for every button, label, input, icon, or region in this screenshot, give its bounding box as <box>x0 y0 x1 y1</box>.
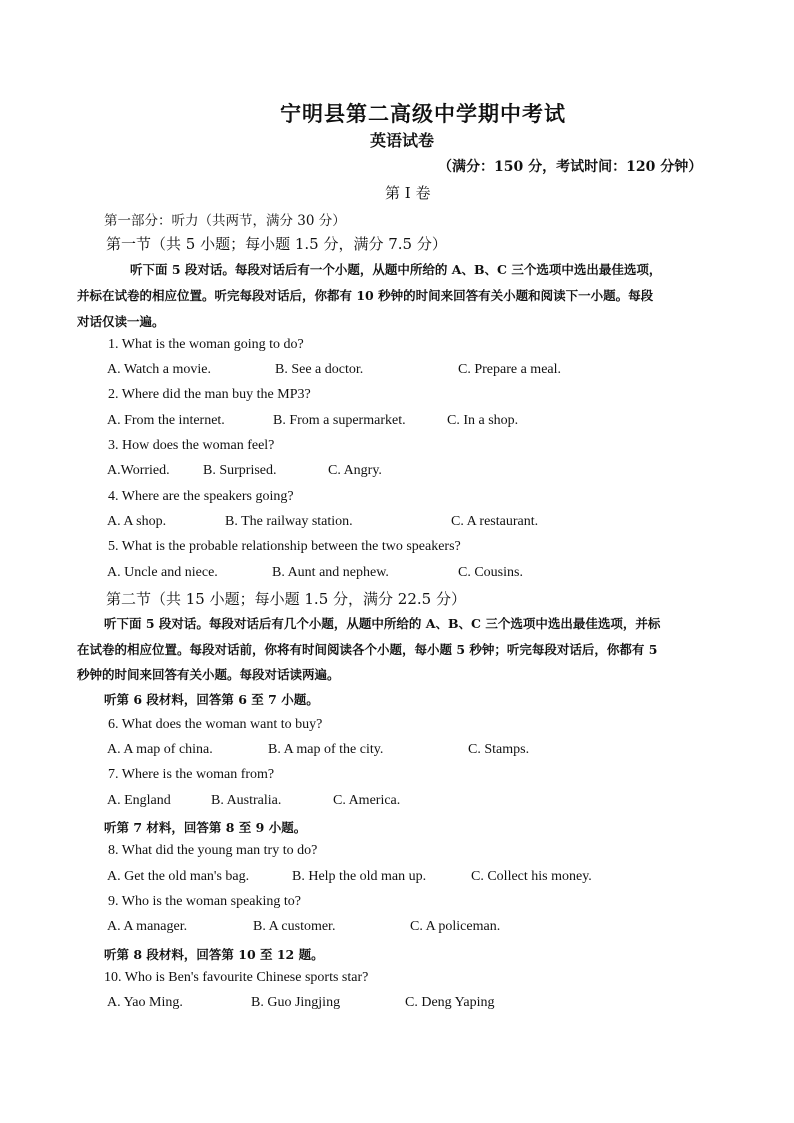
option-a: A. England <box>107 793 171 808</box>
part1-title: 第一部分：听力（共两节，满分 30 分） <box>104 213 346 229</box>
question-3: 3. How does the woman feel? <box>108 438 275 453</box>
option-b: B. A map of the city. <box>268 742 384 757</box>
question-7: 7. Where is the woman from? <box>108 767 275 782</box>
question-9: 9. Who is the woman speaking to? <box>108 894 301 909</box>
option-b: B. The railway station. <box>225 514 353 529</box>
option-c: C. Prepare a meal. <box>458 362 562 377</box>
option-a: A. Watch a movie. <box>107 362 211 377</box>
option-c: C. Stamps. <box>468 742 530 757</box>
question-6: 6. What does the woman want to buy? <box>108 717 323 732</box>
exam-subtitle: 英语试卷 <box>370 131 435 150</box>
question-1: 1. What is the woman going to do? <box>108 337 304 352</box>
section2-title: 第二节（共 15 小题；每小题 1.5 分，满分 22.5 分） <box>106 590 466 608</box>
option-b: B. Surprised. <box>203 463 277 478</box>
option-b: B. Help the old man up. <box>292 869 427 884</box>
section1-instr-line1: 听下面 5 段对话。每段对话后有一个小题，从题中所给的 A、B、C 三个选项中选出最佳选项， <box>130 262 662 277</box>
material-note-6: 听第 6 段材料，回答第 6 至 7 小题。 <box>104 692 319 707</box>
question-8: 8. What did the young man try to do? <box>108 843 318 858</box>
question-10: 10. Who is Ben's favourite Chinese sports star? <box>104 970 369 985</box>
option-c: C. A restaurant. <box>451 514 539 529</box>
option-c: C. Angry. <box>328 463 382 478</box>
option-a: A. Get the old man's bag. <box>107 869 250 884</box>
section1-instr-line3: 对话仅读一遍。 <box>77 314 165 329</box>
option-a: A. A shop. <box>107 514 167 529</box>
option-a: A. Uncle and niece. <box>107 565 218 580</box>
section1-title: 第一节（共 5 小题；每小题 1.5 分，满分 7.5 分） <box>106 235 447 253</box>
question-4: 4. Where are the speakers going? <box>108 489 294 504</box>
section2-instr-line1: 听下面 5 段对话。每段对话后有几个小题，从题中所给的 A、B、C 三个选项中选出最佳选项，并标 <box>104 616 661 631</box>
option-a: A. From the internet. <box>107 413 225 428</box>
option-c: C. Collect his money. <box>471 869 592 884</box>
option-b: B. Guo Jingjing <box>251 995 341 1010</box>
score-info: （满分：150 分，考试时间：120 分钟） <box>438 159 703 175</box>
option-a: A. Yao Ming. <box>107 995 183 1010</box>
option-c: C. America. <box>333 793 401 808</box>
option-b: B. See a doctor. <box>275 362 364 377</box>
volume-label: 第 I 卷 <box>385 184 431 202</box>
option-c: C. Deng Yaping <box>405 995 495 1010</box>
option-a: A.Worried. <box>107 463 170 478</box>
section2-instr-line3: 秒钟的时间来回答有关小题。每段对话读两遍。 <box>77 667 340 682</box>
material-note-7: 听第 7 材料，回答第 8 至 9 小题。 <box>104 820 307 835</box>
material-note-8: 听第 8 段材料，回答第 10 至 12 题。 <box>104 947 324 962</box>
option-a: A. A manager. <box>107 919 188 934</box>
option-b: B. Australia. <box>211 793 282 808</box>
section2-instr-line2: 在试卷的相应位置。每段对话前，你将有时间阅读各个小题，每小题 5 秒钟；听完每段对话后，你都有 5 <box>77 642 658 657</box>
section1-instr-line2: 并标在试卷的相应位置。听完每段对话后，你都有 10 秒钟的时间来回答有关小题和阅读下一小题。每段 <box>77 288 654 303</box>
option-c: C. Cousins. <box>458 565 523 580</box>
option-a: A. A map of china. <box>107 742 213 757</box>
option-b: B. A customer. <box>253 919 336 934</box>
question-2: 2. Where did the man buy the MP3? <box>108 387 311 402</box>
exam-title: 宁明县第二高级中学期中考试 <box>280 101 566 126</box>
option-b: B. From a supermarket. <box>273 413 406 428</box>
question-5: 5. What is the probable relationship between the two speakers? <box>108 539 461 554</box>
option-b: B. Aunt and nephew. <box>272 565 389 580</box>
option-c: C. In a shop. <box>447 413 519 428</box>
option-c: C. A policeman. <box>410 919 501 934</box>
